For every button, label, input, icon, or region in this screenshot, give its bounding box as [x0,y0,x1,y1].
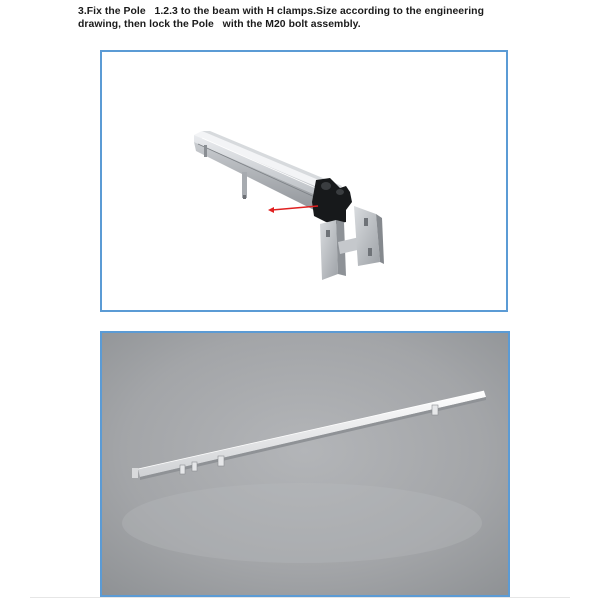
pole-clip [218,456,224,466]
figure-pole-render [100,331,510,597]
pole-clip [432,405,438,415]
rail-end-profile [312,178,352,224]
figure-beam-h-clamp [100,50,508,312]
instruction-line-1: 3.Fix the Pole 1.2.3 to the beam with H clamps.Size according to the engineering [78,6,484,17]
page-footer-rule [30,597,570,598]
pole-render-illustration [102,333,508,595]
instruction-text [78,6,524,31]
beam-h-clamp-illustration [102,52,506,310]
instruction-line-2: drawing, then lock the Pole with the M20 bolt assembly. [78,18,361,30]
direction-arrow [268,206,318,213]
